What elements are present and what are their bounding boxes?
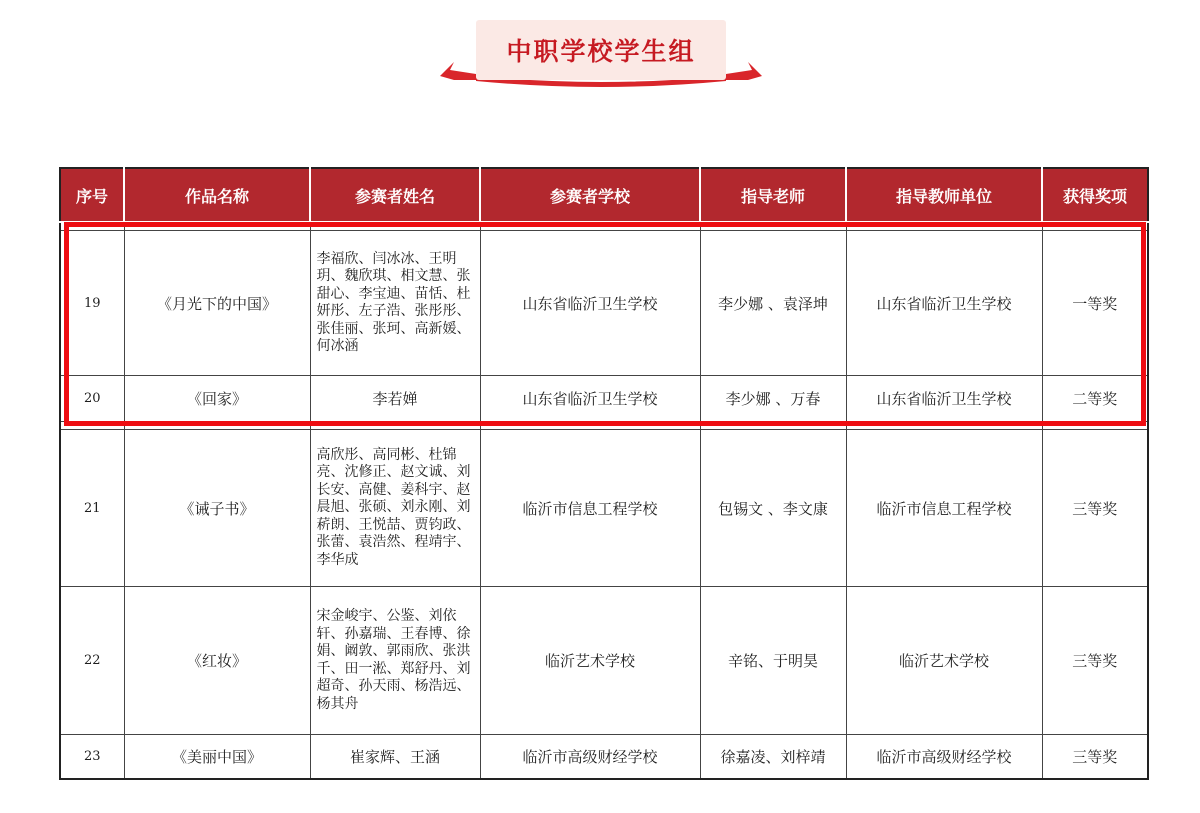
teacher-cell: 李少娜 、万春 xyxy=(700,376,846,422)
school-cell: 临沂市高级财经学校 xyxy=(480,735,700,779)
award-cell: 三等奖 xyxy=(1042,735,1148,779)
teacher-unit-cell: 临沂市高级财经学校 xyxy=(846,735,1042,779)
work-cell: 《回家》 xyxy=(124,376,310,422)
school-cell: 山东省临沂卫生学校 xyxy=(480,231,700,376)
column-header: 序号 xyxy=(60,168,124,222)
teacher-unit-cell: 临沂艺术学校 xyxy=(846,587,1042,735)
column-header: 作品名称 xyxy=(124,168,310,222)
teacher-unit-cell: 临沂市信息工程学校 xyxy=(846,430,1042,587)
awards-table xyxy=(59,167,1149,780)
school-cell: 山东省临沂卫生学校 xyxy=(480,376,700,422)
column-header: 获得奖项 xyxy=(1042,168,1148,222)
award-cell: 三等奖 xyxy=(1042,587,1148,735)
seq-cell: 20 xyxy=(60,376,124,422)
seq-cell: 23 xyxy=(60,735,124,779)
spacer-row xyxy=(60,422,1148,430)
table-row xyxy=(60,376,1148,422)
teacher-unit-cell: 山东省临沂卫生学校 xyxy=(846,231,1042,376)
participants-cell: 高欣彤、高同彬、杜锦亮、沈修正、赵文诚、刘长安、高健、姜科宇、赵晨旭、张硕、刘永刚、刘菥朗、王悦喆、贾钧政、张蕾、袁浩然、程靖宇、李华成 xyxy=(310,430,480,587)
table-row xyxy=(60,231,1148,376)
table-row xyxy=(60,430,1148,587)
work-cell: 《诫子书》 xyxy=(124,430,310,587)
participants-cell: 李若婵 xyxy=(310,376,480,422)
participants-cell: 宋金峻宇、公鉴、刘依轩、孙嘉瑞、王春博、徐娟、阚敦、郭雨欣、张洪千、田一淞、郑舒丹、刘超奇、孙天雨、杨浩远、杨其舟 xyxy=(310,587,480,735)
table-row xyxy=(60,587,1148,735)
awards-table-wrap xyxy=(59,167,1147,780)
teacher-unit-cell: 山东省临沂卫生学校 xyxy=(846,376,1042,422)
work-cell: 《红妆》 xyxy=(124,587,310,735)
work-cell: 《美丽中国》 xyxy=(124,735,310,779)
column-header: 指导教师单位 xyxy=(846,168,1042,222)
column-header: 参赛者学校 xyxy=(480,168,700,222)
participants-cell: 李福欣、闫冰冰、王明玥、魏欣琪、相文慧、张甜心、李宝迪、苗恬、杜妍彤、左子浩、张彤彤、张佳丽、张珂、高新媛、何冰涵 xyxy=(310,231,480,376)
header-box xyxy=(476,20,726,80)
teacher-cell: 徐嘉凌、刘梓靖 xyxy=(700,735,846,779)
column-header: 指导老师 xyxy=(700,168,846,222)
section-header xyxy=(436,18,766,90)
teacher-cell: 辛铭、于明昊 xyxy=(700,587,846,735)
school-cell: 临沂市信息工程学校 xyxy=(480,430,700,587)
award-cell: 一等奖 xyxy=(1042,231,1148,376)
seq-cell: 19 xyxy=(60,231,124,376)
award-cell: 三等奖 xyxy=(1042,430,1148,587)
school-cell: 临沂艺术学校 xyxy=(480,587,700,735)
work-cell: 《月光下的中国》 xyxy=(124,231,310,376)
seq-cell: 21 xyxy=(60,430,124,587)
spacer-row xyxy=(60,222,1148,231)
page-title: 中职学校学生组 xyxy=(506,37,696,66)
table-row xyxy=(60,735,1148,779)
participants-cell: 崔家辉、王涵 xyxy=(310,735,480,779)
column-header: 参赛者姓名 xyxy=(310,168,480,222)
award-cell: 二等奖 xyxy=(1042,376,1148,422)
teacher-cell: 李少娜 、袁泽坤 xyxy=(700,231,846,376)
teacher-cell: 包锡文 、李文康 xyxy=(700,430,846,587)
seq-cell: 22 xyxy=(60,587,124,735)
table-header-row xyxy=(60,168,1148,222)
